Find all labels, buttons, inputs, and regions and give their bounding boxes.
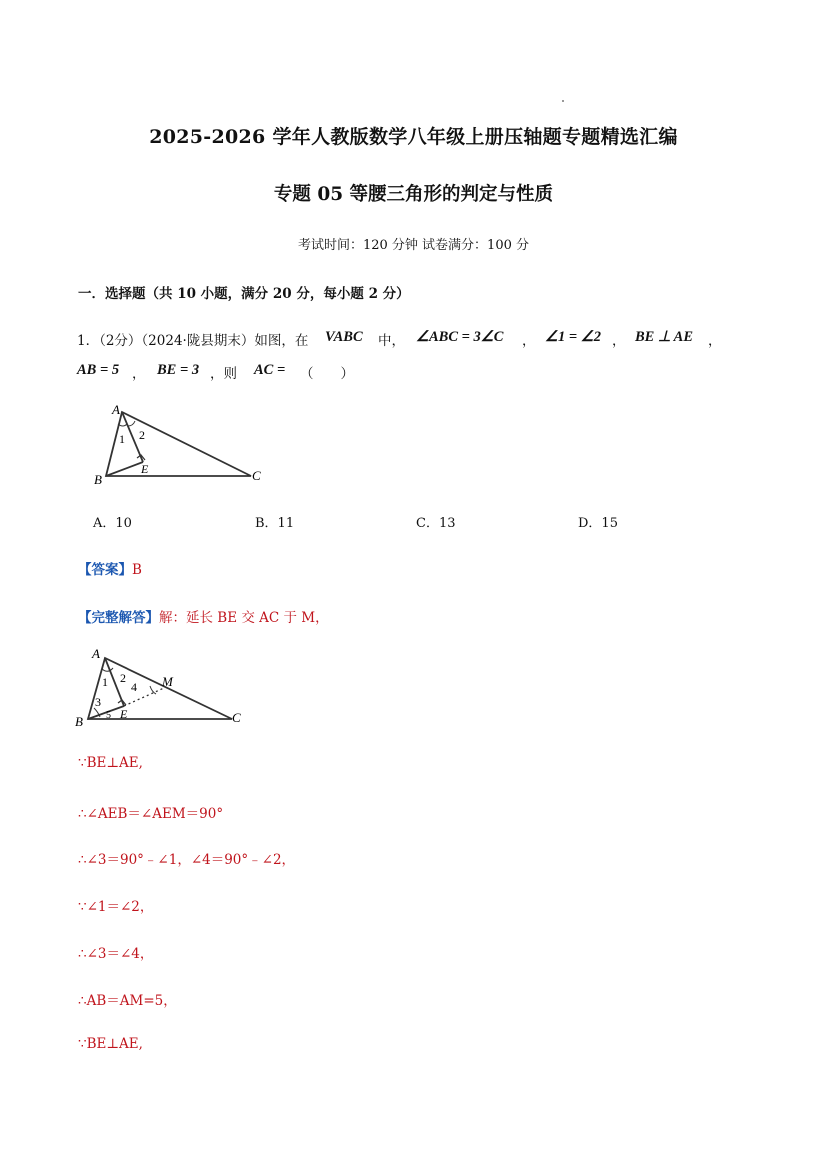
option-a[interactable]: A．10	[93, 516, 132, 531]
top-dot	[562, 100, 564, 102]
label-c-2: C	[232, 710, 241, 725]
condition-5: BE = 3	[157, 362, 200, 378]
label-b-1: B	[94, 472, 102, 487]
then-text: ，则	[210, 366, 237, 382]
angle-arc-a	[102, 668, 113, 671]
figure-1-triangle	[86, 400, 266, 490]
label-2-2: 2	[120, 671, 126, 685]
zhong-text: 中，	[378, 333, 405, 349]
answer-parens: （ ）	[300, 366, 354, 382]
solution-line	[78, 606, 329, 626]
answer-tag: 【答案】	[78, 562, 132, 578]
label-2-1: 2	[139, 428, 145, 442]
condition-3: BE ⊥ AE	[635, 329, 694, 345]
comma-3: ，	[708, 333, 722, 349]
solution-step-5: ∴∠3＝∠4，	[78, 946, 154, 962]
triangle-name: VABC	[325, 329, 363, 345]
label-3-2: 3	[95, 695, 101, 709]
condition-1: ∠ABC = 3∠C	[416, 329, 504, 345]
label-b-2: B	[75, 714, 83, 729]
comma-2: ，	[612, 333, 626, 349]
question-line-1	[77, 329, 308, 349]
label-a-2: A	[92, 646, 100, 661]
label-e-1: E	[141, 462, 149, 476]
question-number: 1．	[77, 333, 100, 349]
solution-step-6: ∴AB＝AM=5，	[78, 993, 177, 1009]
angle-arc-2	[128, 421, 135, 426]
condition-2: ∠1 = ∠2	[545, 329, 602, 345]
solution-step-1: ∵BE⊥AE,	[78, 755, 143, 771]
ask-ac: AC =	[254, 362, 286, 378]
comma-1: ，	[522, 333, 536, 349]
option-d[interactable]: D．15	[578, 516, 618, 531]
segment-em-dotted	[124, 688, 164, 706]
label-1-1: 1	[119, 432, 125, 446]
triangle-abc-1	[106, 412, 251, 476]
exam-info: 考试时间：120 分钟 试卷满分：100 分	[297, 238, 530, 253]
option-b[interactable]: B．11	[255, 516, 295, 531]
solution-step-4: ∵∠1＝∠2，	[78, 899, 154, 915]
label-c-1: C	[252, 468, 261, 483]
question-source: （2分）（2024·陇县期末）如图，在	[99, 333, 309, 349]
topic-subtitle: 专题 05 等腰三角形的判定与性质	[273, 184, 554, 205]
solution-step-2: ∴∠AEB＝∠AEM＝90°	[78, 806, 224, 822]
section-heading: 一．选择题（共 10 小题，满分 20 分，每小题 2 分）	[78, 286, 410, 302]
solution-step-3: ∴∠3＝90°﹣∠1，∠4＝90°﹣∠2，	[78, 852, 296, 868]
condition-4: AB = 5	[77, 362, 120, 378]
label-a-1: A	[112, 402, 120, 417]
label-5-2: 5	[106, 710, 111, 721]
label-e-2: E	[120, 707, 128, 721]
label-4-2: 4	[131, 680, 137, 694]
figure-2-triangle	[72, 644, 252, 734]
solution-intro: 解：延长 BE 交 AC 于 M，	[159, 610, 329, 626]
segment-be-1	[106, 462, 143, 476]
solution-tag: 【完整解答】	[78, 610, 159, 626]
solution-step-7: ∵BE⊥AE,	[78, 1036, 143, 1052]
answer-value: B	[132, 562, 142, 578]
page-title: 2025-2026 学年人教版数学八年级上册压轴题专题精选汇编	[149, 126, 678, 148]
comma-4: ，	[132, 366, 146, 382]
label-m-2: M	[162, 674, 173, 689]
label-1-2: 1	[102, 675, 108, 689]
answer-line	[78, 558, 142, 578]
option-c[interactable]: C．13	[416, 516, 456, 531]
